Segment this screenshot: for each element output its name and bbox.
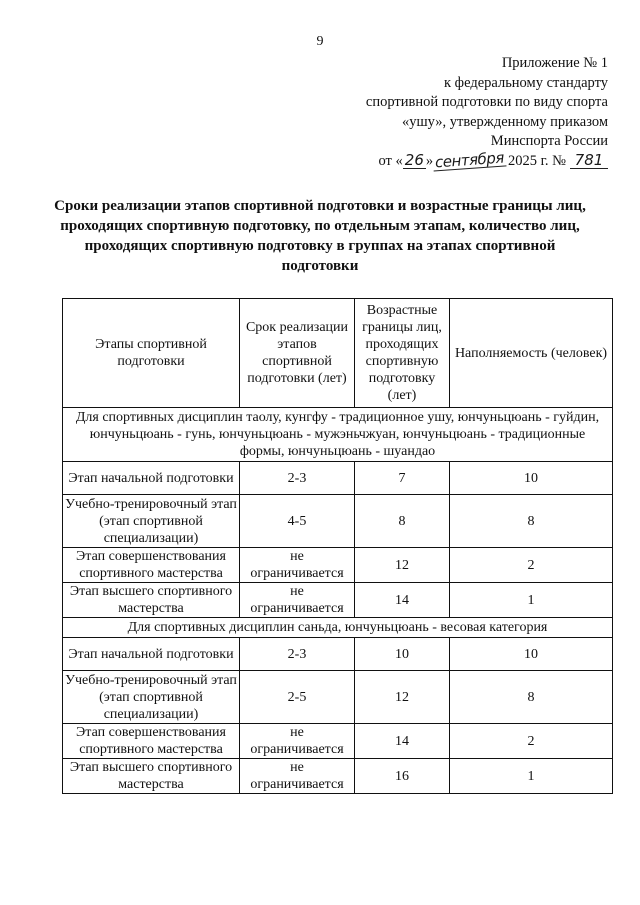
size-cell: 8 xyxy=(450,671,613,724)
size-cell: 10 xyxy=(450,462,613,495)
table-header-row xyxy=(63,299,613,408)
header-age: Возрастные границы лиц, проходящих спортивную подготовку (лет) xyxy=(355,299,450,408)
age-cell: 14 xyxy=(355,583,450,618)
header-stages: Этапы спортивной подготовки xyxy=(63,299,240,408)
annex-line-4: «ушу», утвержденному приказом xyxy=(401,113,608,130)
page-number: 9 xyxy=(316,34,324,49)
stages-table xyxy=(62,298,613,794)
date-day: 26 xyxy=(404,150,424,169)
table-row xyxy=(63,548,613,583)
term-cell: 2-3 xyxy=(240,638,355,671)
date-quote-close: » xyxy=(425,152,434,169)
document-title: Сроки реализации этапов спортивной подготовки и возрастные границы лиц, проходящих спортивную подготовку, по отдельным этапам, количество лиц, проходящих спортивную подготовку в группах на этапах спортивной подготовки xyxy=(54,198,586,274)
size-cell: 2 xyxy=(450,724,613,759)
section-1-title: Для спортивных дисциплин таолу, кунгфу - традиционное ушу, юнчуньцюань - гуйдин, юнчуньцюань - гунь, юнчуньцюань - мужэньчжуан, юнчуньцюань - традиционные формы, юнчуньцюань - шуандао xyxy=(63,408,613,462)
term-cell: 2-3 xyxy=(240,462,355,495)
term-cell: 4-5 xyxy=(240,495,355,548)
date-prefix: от « xyxy=(378,152,403,169)
stage-cell: Учебно-тренировочный этап (этап спортивной специализации) xyxy=(63,495,240,548)
stage-cell: Учебно-тренировочный этап (этап спортивной специализации) xyxy=(63,671,240,724)
age-cell: 12 xyxy=(355,548,450,583)
age-cell: 16 xyxy=(355,759,450,794)
section-2-title: Для спортивных дисциплин саньда, юнчуньцюань - весовая категория xyxy=(63,618,613,638)
size-cell: 10 xyxy=(450,638,613,671)
header-term: Срок реализации этапов спортивной подготовки (лет) xyxy=(240,299,355,408)
annex-line-1: Приложение № 1 xyxy=(501,55,608,71)
age-cell: 10 xyxy=(355,638,450,671)
annex-line-2: к федеральному стандарту xyxy=(444,74,608,91)
stage-cell: Этап высшего спортивного мастерства xyxy=(63,759,240,794)
table-row xyxy=(63,495,613,548)
size-cell: 8 xyxy=(450,495,613,548)
age-cell: 12 xyxy=(355,671,450,724)
annex-block xyxy=(308,54,608,172)
annex-line-3: спортивной подготовки по виду спорта xyxy=(365,94,608,111)
size-cell: 1 xyxy=(450,583,613,618)
annex-line-5: Минспорта России xyxy=(490,133,608,150)
term-cell: не ограничивается xyxy=(240,548,355,583)
age-cell: 8 xyxy=(355,495,450,548)
table-row xyxy=(63,724,613,759)
stage-cell: Этап начальной подготовки xyxy=(63,638,240,671)
order-number: 781 xyxy=(570,152,608,169)
header-size: Наполняемость (человек) xyxy=(450,299,613,408)
term-cell: 2-5 xyxy=(240,671,355,724)
term-cell: не ограничивается xyxy=(240,759,355,794)
annex-date-line xyxy=(308,148,608,172)
section-1-row xyxy=(63,408,613,462)
term-cell: не ограничивается xyxy=(240,724,355,759)
stage-cell: Этап совершенствования спортивного мастерства xyxy=(63,548,240,583)
age-cell: 14 xyxy=(355,724,450,759)
stage-cell: Этап высшего спортивного мастерства xyxy=(63,583,240,618)
table-row xyxy=(63,462,613,495)
size-cell: 1 xyxy=(450,759,613,794)
table-row xyxy=(63,638,613,671)
table-row xyxy=(63,759,613,794)
size-cell: 2 xyxy=(450,548,613,583)
table-row xyxy=(63,671,613,724)
stage-cell: Этап совершенствования спортивного мастерства xyxy=(63,724,240,759)
stage-cell: Этап начальной подготовки xyxy=(63,462,240,495)
table-row xyxy=(63,583,613,618)
section-2-row xyxy=(63,618,613,638)
date-month: сентября xyxy=(434,148,505,172)
age-cell: 7 xyxy=(355,462,450,495)
term-cell: не ограничивается xyxy=(240,583,355,618)
date-year: 2025 г. № xyxy=(507,152,566,169)
